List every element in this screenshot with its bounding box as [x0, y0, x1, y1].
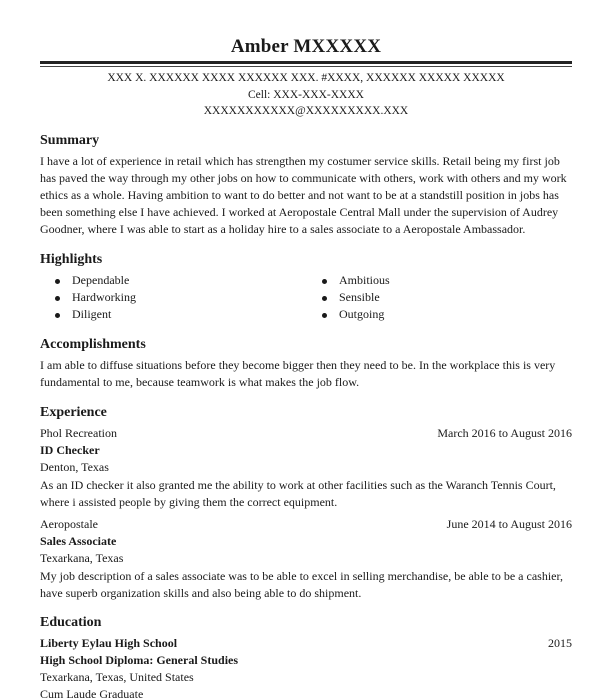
job-title: ID Checker [40, 443, 100, 457]
header-rule-thick [40, 61, 572, 64]
summary-heading: Summary [40, 133, 100, 148]
job-location: Denton, Texas [40, 460, 109, 474]
education-year: 2015 [548, 636, 572, 650]
education-heading: Education [40, 615, 102, 630]
highlight-item: Outgoing [339, 307, 385, 321]
job-description: My job description of a sales associate was to be able to excel in selling merchandise, be able to be a cashier, have superb organization skills and also being able to do shipment. [40, 569, 564, 600]
highlight-item: Dependable [72, 273, 130, 287]
highlight-item: Ambitious [339, 273, 390, 287]
job-company: Phol Recreation [40, 426, 117, 440]
job-title: Sales Associate [40, 534, 117, 548]
highlight-item: Hardworking [72, 290, 136, 304]
education-school: Liberty Eylau High School [40, 636, 178, 650]
education-location: Texarkana, Texas, United States [40, 670, 194, 684]
job-description: As an ID checker it also granted me the ability to work at other facilities such as the Waranch Tennis Court, where i assisted people by giving them the correct equipment. [40, 478, 556, 509]
job-location: Texarkana, Texas [40, 551, 124, 565]
header-rule-thin [40, 66, 572, 67]
summary-text: I have a lot of experience in retail which has strengthen my costumer service skills. Retail being my first job has paved the way through my other jobs on how to communicate with others, work with others and my work ethics as a whole. Having ambition to want to do better and not want to be at a standstill position in jobs has been something else I have achieved. I worked at Aeropostale Central Mall under the supervision of Audrey Goodner, where I was able to start as a holiday hire to a sales associate to a Aeropostale Ambassador. [40, 154, 567, 236]
contact-email: XXXXXXXXXXX@XXXXXXXXX.XXX [203, 105, 409, 117]
highlight-item: Sensible [339, 290, 380, 304]
experience-heading: Experience [40, 405, 107, 420]
candidate-name: Amber MXXXXX [230, 36, 382, 57]
accomplishments-text: I am able to diffuse situations before they become bigger then they need to be. In the workplace this is very fundamental to me, because teamwork is what makes the job flow. [40, 358, 556, 389]
education-honor: Cum Laude Graduate [40, 687, 144, 700]
job-dates: March 2016 to August 2016 [437, 426, 572, 440]
highlights-heading: Highlights [40, 252, 103, 267]
highlight-item: Diligent [72, 307, 112, 321]
accomplishments-heading: Accomplishments [40, 337, 146, 352]
contact-cell: Cell: XXX-XXX-XXXX [248, 89, 364, 101]
contact-address: XXX X. XXXXXX XXXX XXXXXX XXX. #XXXX, XXXXXX XXXXX XXXXX [107, 72, 505, 84]
job-dates: June 2014 to August 2016 [446, 517, 572, 531]
education-degree: High School Diploma: General Studies [40, 653, 239, 667]
job-company: Aeropostale [40, 517, 98, 531]
